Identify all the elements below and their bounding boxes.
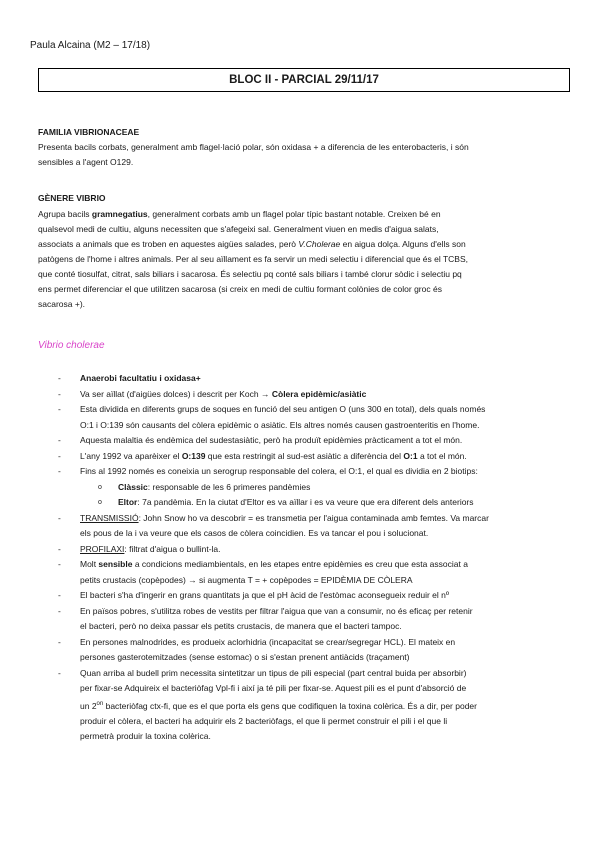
genere-line: qualsevol medi de cultiu, alguns necessiten que s'afegeixi sal. Generalment viuen en medis d'aigua salats, xyxy=(38,224,439,234)
list-item xyxy=(58,557,563,588)
author-header: Paula Alcaina (M2 – 17/18) xyxy=(30,40,151,51)
text-run: : 7a pandèmia. En la ciutat d'Eltor es va aïllar i es va veure que era diferent dels anteriors xyxy=(137,497,474,507)
species-title: Vibrio cholerae xyxy=(38,340,105,351)
list-item xyxy=(58,433,563,449)
text-run: en aigua dolça. Alguns d'ells son xyxy=(340,239,466,249)
list-item xyxy=(58,402,563,433)
genere-heading: GÈNERE VIBRIO xyxy=(38,193,106,203)
list-item xyxy=(58,464,563,480)
text-run: : filtrat d'aigua o bullint-la. xyxy=(124,543,221,554)
text-run: petits crustacis (copèpodes) → si augmenta T = + copèpodes = EPIDÈMIA DE CÒLERA xyxy=(80,574,413,585)
dash-marker: - xyxy=(58,590,61,600)
list-item xyxy=(58,588,563,604)
text-run: Va ser aïllat (d'aigües dolces) i descrit per Koch → xyxy=(80,388,272,399)
text-run: Aquesta malaltia és endèmica del sudestasiàtic, però ha produït epidèmies pràcticament a tot el món. xyxy=(80,435,463,445)
text-run: bacteriòfag ctx-fi, que es el que porta els gens que codifiquen la toxina colèrica. És a dir, per poder xyxy=(103,700,477,711)
list-item xyxy=(58,511,563,542)
text-run: els pous de la i va veure que els casos de còlera coincidien. Es va tancar el pou i solucionat. xyxy=(80,528,429,538)
genere-line: que conté tiosulfat, citrat, sals biliars i sacarosa. És selectiu pq conté sals biliars i també clorur sòdic i selectiu pq xyxy=(38,269,462,279)
text-run: Molt xyxy=(80,559,99,569)
text-run: associats a animals que es troben en aquestes aigües salades, però xyxy=(38,239,299,249)
text-run: : John Snow ho va descobrir = es transmetia per l'aigua contaminada amb femtes. Va marcar xyxy=(138,512,489,523)
list-item xyxy=(58,387,563,403)
text-run: a condicions mediambientals, en les etapes entre epidèmies es creu que esta associat a xyxy=(132,559,468,569)
text-run: L'any 1992 va aparèixer el xyxy=(80,450,182,461)
familia-heading: FAMILIA VIBRIONACEAE xyxy=(38,127,140,137)
text-run: O:1 i O:139 són causants del còlera epidèmic o asiàtic. Els altres només causen gastroenteritis en l'home. xyxy=(80,419,480,430)
dash-marker: - xyxy=(58,388,61,399)
dash-marker: - xyxy=(58,636,61,647)
genere-line: patògens de l'home i altres animals. Per al seu aïllament es fa servir un medi selectiu i diferencial que és el TCBS, xyxy=(38,254,468,264)
familia-paragraph xyxy=(38,140,558,170)
genere-line xyxy=(38,237,558,252)
italic-term: V.Cholerae xyxy=(298,239,341,249)
dash-marker: - xyxy=(58,404,61,414)
genere-line: ens permet diferenciar el que utilitzen sacarosa (si creix en medi de cultiu formant colònies de color groc és xyxy=(38,284,442,294)
dash-marker: - xyxy=(58,435,61,445)
text-run: , generalment corbats amb un flagel polar típic bastant notable. Creixen bé en xyxy=(147,209,441,219)
text-run: El bacteri s'ha d'ingerir en grans quantitats ja que el pH àcid de l'estòmac aconsegueix reduir el nº xyxy=(80,590,449,600)
dash-marker: - xyxy=(58,373,61,383)
text-run: produir el còlera, el bacteri ha adquirir els 2 bacteriòfags, el que li permet construir el pili i el que li xyxy=(80,715,448,726)
genere-line xyxy=(38,207,558,222)
text-run: En persones malnodrides, es produeix aclorhidria (incapacitat se crear/segregar HCL). El mateix en xyxy=(80,636,456,647)
list-item xyxy=(58,666,563,745)
bold-term: Còlera epidèmic/asiàtic xyxy=(271,388,367,399)
bold-term: O:139 xyxy=(181,450,206,461)
text-run: Agrupa bacils xyxy=(38,209,92,219)
text-run: : responsable de les 6 primeres pandèmies xyxy=(147,481,311,492)
familia-line: Presenta bacils corbats, generalment amb flagel·lació polar, són oxidasa + a diferencia de les enterobacteris, i són xyxy=(38,142,469,152)
sub-list-item xyxy=(58,495,563,511)
list-item xyxy=(58,542,563,558)
list-item xyxy=(58,449,563,465)
bold-term: sensible xyxy=(98,559,133,569)
bold-term: O:1 xyxy=(403,450,418,461)
underlined-term: TRANSMISSIÓ xyxy=(80,512,139,523)
text-run: Esta dividida en diferents grups de soques en funció del seu antigen O (uns 300 en total), dels quals només xyxy=(80,404,486,414)
dash-marker: - xyxy=(58,466,61,476)
text-run: un 2 xyxy=(80,700,97,711)
bold-term: Eltor xyxy=(118,497,138,507)
list-item xyxy=(58,604,563,635)
list-item xyxy=(58,635,563,666)
underlined-term: PROFILAXI xyxy=(80,543,125,554)
dash-marker: - xyxy=(58,512,61,523)
sub-list-item xyxy=(58,480,563,496)
dash-marker: - xyxy=(58,450,61,461)
dash-marker: - xyxy=(58,559,61,569)
list-item xyxy=(58,371,563,387)
page-title: BLOC II - PARCIAL 29/11/17 xyxy=(38,68,570,92)
text-run: que esta restringit al sud-est asiàtic a diferència del xyxy=(205,450,404,461)
text-run: a tot el món. xyxy=(417,450,467,461)
text-run: Quan arriba al budell prim necessita sintetitzar un tipus de pili especial (part central buida per absorbir) xyxy=(80,667,467,678)
text-run: permetrà produir la toxina colèrica. xyxy=(80,731,211,742)
bullet-list xyxy=(58,371,563,745)
dash-marker: - xyxy=(58,667,61,678)
text-run: persones gasterotemitzades (sense estomac) o si s'estan prenent antiàcids (traçament) xyxy=(80,652,410,662)
bold-term: Clàssic xyxy=(118,481,148,492)
superscript: on xyxy=(96,700,104,707)
text-run: el bacteri, però no deixa passar els petits crustacis, de manera que el bacteri tampoc. xyxy=(80,621,402,631)
bold-term: gramnegatius xyxy=(91,209,148,219)
text-run: per fixar-se Adquireix el bacteriòfag Vpl-fi i així ja té pili per fixar-se. Aquest pili es el punt d'absorció de xyxy=(80,683,467,693)
dash-marker: - xyxy=(58,543,61,554)
dash-marker: - xyxy=(58,605,61,616)
bold-term: Anaerobi facultatiu i oxidasa+ xyxy=(80,373,201,383)
text-run: Fins al 1992 només es coneixia un serogrup responsable del colera, el O:1, el qual es dividia en 2 biotips: xyxy=(80,466,478,476)
familia-line: sensibles a l'agent O129. xyxy=(38,157,134,167)
genere-line: sacarosa +). xyxy=(38,299,86,309)
circle-bullet: o xyxy=(98,499,102,506)
circle-bullet: o xyxy=(98,483,102,491)
text-run: En països pobres, s'utilitza robes de vestits per filtrar l'aigua que van a consumir, no és eficaç per retenir xyxy=(80,605,473,616)
genere-paragraph xyxy=(38,207,558,312)
